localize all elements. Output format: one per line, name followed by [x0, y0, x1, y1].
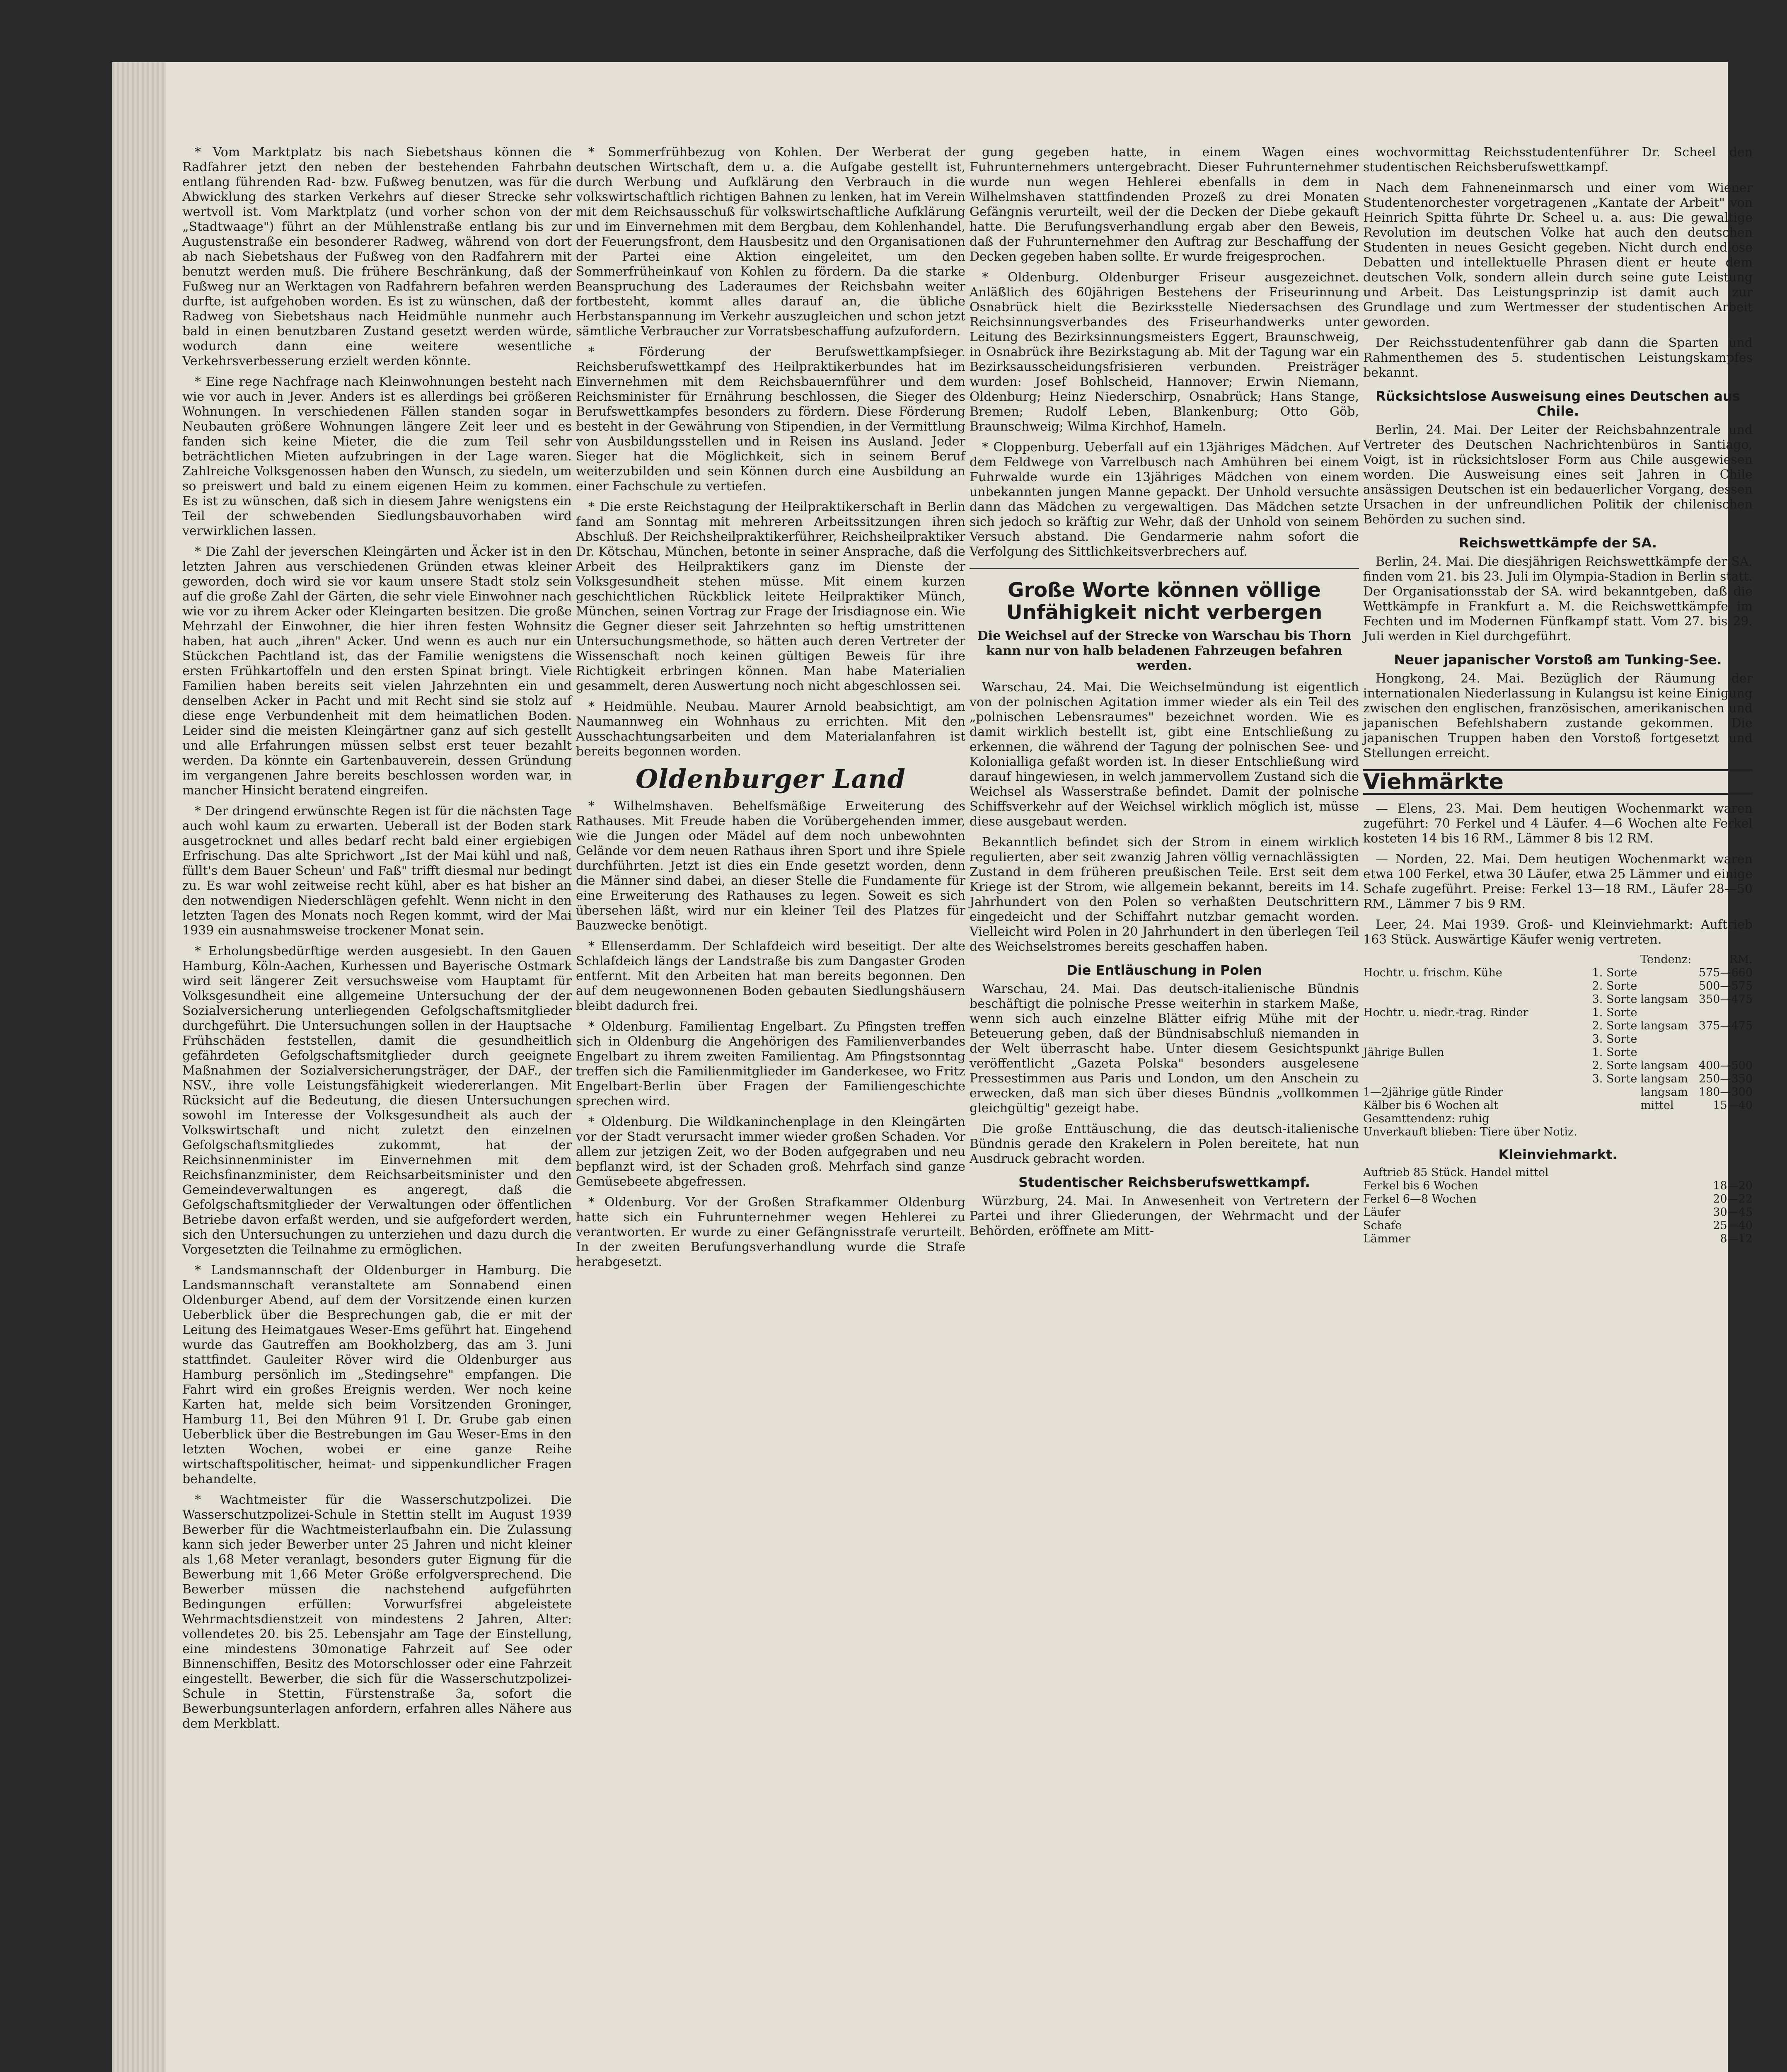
article-paragraph: Der Reichsstudentenführer gab dann die Sparten und Rahmenthemen des 5. studentischen Leistungskampfes bekannt.	[1363, 336, 1753, 380]
table-cell	[1363, 953, 1592, 966]
table-cell	[1640, 1046, 1695, 1059]
article-paragraph: * Die erste Reichstagung der Heilpraktikerschaft in Berlin fand am Sonntag mit mehreren Arbeitssitzungen ihren Abschluß. Der Reichsheilpraktikerführer, Reichsheilpraktiker Dr. Kötschau, München, betonte in seiner Ansprache, daß die Arbeit des Heilpraktikers ganz im Dienste der Volksgesundheit stehen müsse. Mit einem kurzen geschichtlichen Rückblick leitete Heilpraktiker Münch, München, seinen Vortrag zur Frage der Irisdiagnose ein. Wie die Gegner dieser seit Jahrzehnten so heftig umstrittenen Untersuchungsmethode, so hätten auch deren Vertreter der Wissenschaft noch keinen gültigen Beweis für ihre Richtigkeit erbringen können. Man habe Materialien gesammelt, deren Auswertung noch nicht abgeschlossen sei.	[576, 500, 965, 693]
table-cell: Ferkel 6—8 Wochen	[1363, 1193, 1477, 1205]
table-cell	[1592, 1086, 1640, 1099]
article-paragraph: Berlin, 24. Mai. Der Leiter der Reichsbahnzentrale und Vertreter des Deutschen Nachrichtenbüros in Santiago, Voigt, ist in rücksichtsloser Form aus Chile ausgewiesen worden. Die Ausweisung eines seit Jahren in Chile ansässigen Deutschen ist ein bedauerlicher Vorgang, dessen Ursachen in der unfreundlichen Politik der chilenischen Behörden zu suchen sind.	[1363, 423, 1753, 527]
article-paragraph: * Förderung der Berufswettkampfsieger. Reichsberufswettkampf des Heilpraktikerbundes hat im Einvernehmen mit dem Reichsbauernführer und dem Reichsminister für Ernährung beschlossen, die Sieger des Berufswettkampfes besonders zu fördern. Diese Förderung besteht in der Gewährung von Stipendien, in der Vermittlung von Ausbildungsstellen und in Reisen ins Ausland. Jeder Sieger hat die Möglichkeit, sich in seinem Beruf weiterzubilden und sein Können durch eine Ausbildung an einer Fachschule zu vertiefen.	[576, 345, 965, 494]
table-cell: Ferkel bis 6 Wochen	[1363, 1179, 1478, 1192]
table-cell	[1592, 953, 1640, 966]
column-4	[1363, 145, 1753, 2072]
article-paragraph: gung gegeben hatte, in einem Wagen eines Fuhrunternehmers untergebracht. Dieser Fuhrunternehmer wurde nun wegen Hehlerei ebenfalls in dem in Wilhelmshaven stattfindenden Prozeß zu drei Monaten Gefängnis verurteilt, weil der die Decken der Diebe gekauft hatte. Die Berufungsverhandlung ergab aber den Beweis, daß der Fuhrunternehmer den Auftrag zur Beschaffung der Decken gegeben haben sollte. Er wurde freigesprochen.	[970, 145, 1359, 264]
market-section-title: Viehmärkte	[1363, 769, 1753, 795]
table-cell: Gesamttendenz: ruhig	[1363, 1112, 1490, 1125]
article-paragraph: * Oldenburg. Vor der Großen Strafkammer Oldenburg hatte sich ein Fuhrunternehmer wegen Hehlerei zu verantworten. Er wurde zu einer Gefängnisstrafe verurteilt. In der zweiten Berufungsverhandlung wurde die Strafe herabgesetzt.	[576, 1195, 965, 1269]
table-cell	[1695, 1112, 1753, 1126]
table-row	[1363, 993, 1753, 1006]
table-cell: langsam	[1640, 1072, 1688, 1085]
column-1	[182, 145, 572, 2072]
table-row	[1363, 1206, 1753, 1219]
table-cell	[1363, 1059, 1592, 1072]
table-cell: 1—2jährige gütle Rinder	[1363, 1086, 1503, 1099]
newspaper-page	[112, 62, 1753, 2072]
table-row	[1363, 1232, 1753, 1246]
column-rule	[970, 568, 1359, 569]
table-cell: 15—40	[1713, 1099, 1753, 1112]
table-cell: Hochtr. u. niedr.-trag. Rinder	[1363, 1006, 1528, 1019]
table-cell: mittel	[1640, 1099, 1674, 1112]
article-headline: Große Worte können völlige Unfähigkeit nicht verbergen	[1006, 579, 1323, 624]
table-row	[1363, 966, 1753, 980]
table-cell: 3. Sorte	[1592, 993, 1637, 1006]
table-cell	[1640, 966, 1695, 980]
table-cell: 18—20	[1713, 1179, 1753, 1192]
table-row	[1363, 1112, 1753, 1126]
table-cell: 1. Sorte	[1592, 1046, 1637, 1059]
table-cell: 8—12	[1720, 1232, 1753, 1245]
article-paragraph: Die große Enttäuschung, die das deutsch-italienische Bündnis gerade den Krakelern in Polen bereitete, hat nun Ausdruck gebracht worden.	[970, 1122, 1359, 1166]
article-paragraph: * Oldenburg. Die Wildkaninchenplage in den Kleingärten vor der Stadt verursacht immer wieder großen Schaden. Vor allem zur jetzigen Zeit, wo der Boden aufgegraben und neu bepflanzt wird, ist der Schaden groß. Mehrfach sind ganze Gemüsebeete abgefressen.	[576, 1115, 965, 1189]
table-cell: 180—300	[1698, 1086, 1753, 1099]
article-paragraph: Nach dem Fahneneinmarsch und einer vom Wiener Studentenorchester vorgetragenen „Kantate der Arbeit" von Heinrich Spitta führte Dr. Scheel u. a. aus: Die gewaltige Revolution im deutschen Volke hat auch den deutschen Studenten in neues Gesicht gegeben. Nicht durch endlose Debatten und intellektuelle Phrasen dient er heute dem deutschen Volk, sondern allein durch seine gute Leistung und Arbeit. Das Leistungsprinzip ist damit auch zur Grundlage und zum Wertmesser der studentischen Arbeit geworden.	[1363, 181, 1753, 329]
table-row	[1363, 980, 1753, 993]
article-subheading: Die Weichsel auf der Strecke von Warschau bis Thorn kann nur von halb beladenen Fahrzeugen befahren werden.	[977, 629, 1352, 673]
table-cell	[1363, 993, 1592, 1006]
table-row	[1363, 1006, 1753, 1019]
table-cell: RM.	[1729, 953, 1753, 966]
price-table	[1363, 1166, 1753, 1246]
table-cell	[1640, 1126, 1695, 1139]
article-paragraph: Bekanntlich befindet sich der Strom in einem wirklich regulierten, aber seit zwanzig Jahren völlig vernachlässigten Zustand in dem früheren preußischen Teile. Erst seit dem Kriege ist der Strom, wie allgemein bekannt, bereits im 14. Jahrhundert von den Polen so verhaßten Deutschrittern eingedeicht und der Schiffahrt nutzbar gemacht worden. Vielleicht wird Polen in 20 Jahrhundert in den überlegen Teil des Weichselstromes bereits geschaffen haben.	[970, 835, 1359, 954]
table-cell: Unverkauft blieben: Tiere über Notiz.	[1363, 1126, 1577, 1138]
table-cell: Jährige Bullen	[1363, 1046, 1444, 1059]
article-paragraph: Leer, 24. Mai 1939. Groß- und Kleinviehmarkt: Auftrieb 163 Stück. Auswärtige Käufer wenig vertreten.	[1363, 917, 1753, 947]
table-cell: langsam	[1640, 993, 1688, 1006]
article-paragraph: Hongkong, 24. Mai. Bezüglich der Räumung der internationalen Niederlassung in Kulangsu ist keine Einigung zwischen den englischen, französischen, amerikanischen und japanischen Befehlshabern zustande gekommen. Die japanischen Truppen haben den Vorstoß fortgesetzt und Stellungen erreicht.	[1363, 671, 1753, 760]
article-paragraph: * Der dringend erwünschte Regen ist für die nächsten Tage auch wohl kaum zu erwarten. Ueberall ist der Boden stark ausgetrocknet und alles bedarf recht bald einer ergiebigen Erfrischung. Das alte Sprichwort „Ist der Mai kühl und naß, füllt's dem Bauer Scheun' und Faß" trifft diesmal nur bedingt zu. Es war wohl zeitweise recht kühl, aber es hat bisher an den notwendigen Niederschlägen gefehlt. Wenn nicht in den letzten Tagen des Monats noch Regen kommt, wird der Mai 1939 ein ausnahmsweise trockener Monat sein.	[182, 804, 572, 938]
table-row	[1363, 1086, 1753, 1099]
article-paragraph: Warschau, 24. Mai. Das deutsch-italienische Bündnis beschäftigt die polnische Presse weiterhin in starkem Maße, wenn sich auch einzelne Blätter eifrig Mühe mit der Beteuerung geben, daß der Bündnisabschluß niemanden in der Welt überrascht habe. Unter diesem Gesichtspunkt veröffentlicht „Gazeta Polska" besonders ausgelesene Pressestimmen aus Paris und London, um den Anschein zu erwecken, daß man sich über dieses Bündnis „vollkommen gleichgültig" gezeigt habe.	[970, 982, 1359, 1116]
table-cell: langsam	[1640, 1059, 1688, 1072]
table-cell: Schafe	[1363, 1219, 1402, 1232]
table-cell: 250—350	[1698, 1072, 1753, 1085]
table-cell	[1684, 1166, 1753, 1179]
article-heading: Studentischer Reichsberufswettkampf.	[1018, 1174, 1310, 1190]
table-cell: 30—45	[1713, 1206, 1753, 1219]
table-cell: 1. Sorte	[1592, 966, 1637, 979]
table-cell: Läufer	[1363, 1206, 1401, 1219]
section-title: Oldenburger Land	[636, 764, 906, 794]
article-paragraph: Berlin, 24. Mai. Die diesjährigen Reichswettkämpfe der SA. finden vom 21. bis 23. Juli im Olympia-Stadion in Berlin statt. Der Organisationsstab der SA. wird bekanntgeben, daß die Wettkämpfe in Frankfurt a. M. die Reichswettkämpfe im Fechten und im Modernen Fünfkampf statt. Vom 27. bis 29. Juli werden in Kiel durchgeführt.	[1363, 554, 1753, 644]
table-row	[1363, 1019, 1753, 1033]
table-row	[1363, 1219, 1753, 1232]
table-cell	[1695, 1046, 1753, 1059]
table-row	[1363, 1099, 1753, 1112]
table-row	[1363, 1193, 1753, 1206]
table-cell	[1592, 1112, 1640, 1126]
table-cell: 575—660	[1698, 966, 1753, 979]
table-row	[1363, 1072, 1753, 1086]
page-gutter	[112, 62, 166, 2072]
column-2	[576, 145, 965, 2072]
table-row	[1363, 1059, 1753, 1072]
article-paragraph: wochvormittag Reichsstudentenführer Dr. Scheel den studentischen Reichsberufswettkampf.	[1363, 145, 1753, 174]
table-cell: Lämmer	[1363, 1232, 1411, 1245]
article-paragraph: — Norden, 22. Mai. Dem heutigen Wochenmarkt waren etwa 100 Ferkel, etwa 30 Läufer, etwa 25 Lämmer und einige Schafe zugeführt. Preise: Ferkel 13—18 RM., Läufer 28—50 RM., Lämmer 7 bis 9 RM.	[1363, 852, 1753, 911]
article-heading: Neuer japanischer Vorstoß am Tunking-See.	[1394, 652, 1722, 668]
table-cell: 3. Sorte	[1592, 1072, 1637, 1085]
column-3	[970, 145, 1359, 2072]
article-paragraph: Warschau, 24. Mai. Die Weichselmündung ist eigentlich von der polnischen Agitation immer wieder als ein Teil des „polnischen Lebensraumes" bezeichnet worden. Wie es damit wirklich bestellt ist, gibt eine Entschließung zu erkennen, die während der Tagung der polnischen See- und Kolonialliga gefaßt worden ist. In dieser Entschließung wird darauf hingewiesen, in welch jammervollem Zustand sich die Weichsel als Wasserstraße befindet. Damit der polnische Schiffsverkehr auf der Weichsel wirklich möglich ist, müsse diese ausgebaut werden.	[970, 680, 1359, 829]
article-heading: Kleinviehmarkt.	[1498, 1147, 1618, 1162]
table-cell	[1363, 1019, 1592, 1033]
table-cell	[1695, 1033, 1753, 1046]
table-cell: langsam	[1640, 1086, 1688, 1099]
table-cell: 20—22	[1713, 1193, 1753, 1205]
table-cell: 2. Sorte	[1592, 1059, 1637, 1072]
table-cell: Kälber bis 6 Wochen alt	[1363, 1099, 1498, 1112]
article-heading: Rücksichtslose Ausweisung eines Deutschen aus Chile.	[1376, 388, 1740, 419]
table-row	[1363, 1046, 1753, 1059]
article-paragraph: * Die Zahl der jeverschen Kleingärten und Äcker ist in den letzten Jahren aus verschiedenen Gründen etwas kleiner geworden, doch wird sie vor kaum unsere Stadt stolz sein auf die große Zahl der Gärten, die sehr viele Einwohner nach wie vor zu ihrem Acker oder Kleingarten besitzen. Die große Mehrzahl der Einwohner, die hier ihren festen Wohnsitz haben, hat auch „ihren" Acker. Und wenn es auch nur ein Stückchen Pachtland ist, das der Familie wenigstens die ersten Frühkartoffeln und den ersten Spinat bringt. Viele Familien haben bereits seit vielen Jahrzehnten ein und denselben Acker in Pacht und mit Recht sind sie stolz auf diese enge Verbundenheit mit dem heimatlichen Boden. Leider sind die meisten Kleingärtner ganz auf sich gestellt und alle Erfahrungen müssen selbst erst teuer bezahlt werden. Da könnte ein Gartenbauverein, dessen Gründung im vergangenen Jahre bereits beschlossen worden war, in mancher Hinsicht beratend eingreifen.	[182, 545, 572, 798]
table-cell	[1640, 1033, 1695, 1046]
table-cell: Tendenz:	[1640, 953, 1692, 966]
article-heading: Reichswettkämpfe der SA.	[1459, 535, 1657, 551]
table-cell: 350—475	[1698, 993, 1753, 1006]
table-cell: langsam	[1640, 1019, 1688, 1032]
article-paragraph: * Oldenburg. Familientag Engelbart. Zu Pfingsten treffen sich in Oldenburg die Angehörigen des Familienverbandes Engelbart zu ihrem zweiten Familientag. Am Pfingstsonntag treffen sich die Familienmitglieder im Ganderkesee, wo Fritz Engelbart-Berlin über Fragen der Familiengeschichte sprechen wird.	[576, 1019, 965, 1109]
table-cell	[1640, 980, 1695, 993]
table-cell: 500—575	[1698, 980, 1753, 992]
article-heading: Die Entläuschung in Polen	[1066, 962, 1262, 978]
table-cell	[1592, 1126, 1640, 1139]
article-paragraph: * Sommerfrühbezug von Kohlen. Der Werberat der deutschen Wirtschaft, dem u. a. die Aufgabe gestellt ist, durch Werbung und Aufklärung den Verbrauch in die volkswirtschaftlich richtigen Bahnen zu lenken, hat im Verein mit dem Reichsausschuß für volkswirtschaftliche Aufklärung und im Einvernehmen mit dem Bergbau, dem Kohlenhandel, der Feuerungsfront, dem Hausbesitz und den Organisationen der Partei eine Aktion eingeleitet, um den Sommerfrüheinkauf von Kohlen zu fördern. Da die starke Beanspruchung des Laderaumes der Reichsbahn weiter fortbesteht, kommt alles darauf an, die übliche Herbstanspannung im Verkehr auszugleichen und schon jetzt sämtliche Verbraucher zur Vorratsbeschaffung aufzufordern.	[576, 145, 965, 339]
table-cell: 25—40	[1713, 1219, 1753, 1232]
article-paragraph: * Landsmannschaft der Oldenburger in Hamburg. Die Landsmannschaft veranstaltete am Sonnabend einen Oldenburger Abend, auf dem der Vorsitzende einen kurzen Ueberblick über die Besprechungen gab, die er mit der Leitung des Heimatgaues Weser-Ems geführt hat. Eingehend wurde das Gautreffen am Bookholzberg, das am 3. Juni stattfindet. Gauleiter Röver wird die Oldenburger aus Hamburg persönlich im „Stedingsehre" empfangen. Die Fahrt wird ein großes Ereignis werden. Wer noch keine Karten hat, melde sich beim Vorsitzenden Groninger, Hamburg 11, Bei den Mühren 91 I. Dr. Grube gab einen Ueberblick über die Bestrebungen im Gau Weser-Ems in den letzten Wochen, wobei er eine ganze Reihe wirtschaftspolitischer, heimat- und sippenkundlicher Fragen behandelte.	[182, 1263, 572, 1486]
article-paragraph: * Eine rege Nachfrage nach Kleinwohnungen besteht nach wie vor auch in Jever. Anders ist es allerdings bei größeren Wohnungen. In verschiedenen Fällen standen sogar in Neubauten größere Wohnungen längere Zeit leer und es fanden sich keine Mieter, die die zum Teil sehr beträchtlichen Mieten aufzubringen in der Lage waren. Zahlreiche Volksgenossen haben den Wunsch, zu siedeln, um so preiswert und bald zu einem eigenen Heim zu kommen. Es ist zu wünschen, daß sich in diesem Jahre wenigstens ein Teil der schwebenden Siedlungsbauvorhaben wird verwirklichen lassen.	[182, 375, 572, 538]
table-row	[1363, 1166, 1753, 1179]
table-cell	[1363, 980, 1592, 993]
article-paragraph: — Elens, 23. Mai. Dem heutigen Wochenmarkt waren zugeführt: 70 Ferkel und 4 Läufer. 4—6 Wochen alte Ferkel kosteten 14 bis 16 RM., Lämmer 8 bis 12 RM.	[1363, 801, 1753, 846]
table-cell	[1592, 1099, 1640, 1112]
table-row	[1363, 1179, 1753, 1193]
article-paragraph: * Cloppenburg. Ueberfall auf ein 13jähriges Mädchen. Auf dem Feldwege von Varrelbusch nach Amhühren bei einem Fuhrwalde wurde ein 13jähriges Mädchen von einem unbekannten jungen Manne gepackt. Der Unhold versuchte dann das Mädchen zu vergewaltigen. Das Mädchen setzte sich jedoch so kräftig zur Wehr, daß der Unhold von seinem Versuch abstand. Die Gendarmerie nahm sofort die Verfolgung des Sittlichkeitsverbrechers auf.	[970, 440, 1359, 559]
table-cell: 2. Sorte	[1592, 1019, 1637, 1032]
article-paragraph: * Ellenserdamm. Der Schlafdeich wird beseitigt. Der alte Schlafdeich längs der Landstraße bis zum Dangaster Groden entfernt. Mit den Arbeiten hat man bereits begonnen. Den auf dem neugewonnenen Boden gebauten Siedlungshäusern bleibt dadurch frei.	[576, 939, 965, 1013]
article-paragraph: Würzburg, 24. Mai. In Anwesenheit von Vertretern der Partei und ihrer Gliederungen, der Wehrmacht und der Behörden, eröffnete am Mitt-	[970, 1194, 1359, 1238]
article-paragraph: * Wilhelmshaven. Behelfsmäßige Erweiterung des Rathauses. Mit Freude haben die Vorübergehenden immer, wie die Jungen oder Mädel auf dem noch unbewohnten Gelände vor dem neuen Rathaus ihren Sport und ihre Spiele durchführten. Jetzt ist dies ein Ende gesetzt worden, denn die Männer sind dabei, an dieser Stelle die Fundamente für eine Erweiterung des Rathauses zu legen. Soweit es sich übersehen läßt, wird nur ein kleiner Teil des Platzes für Bauzwecke benötigt.	[576, 799, 965, 933]
article-paragraph: * Erholungsbedürftige werden ausgesiebt. In den Gauen Hamburg, Köln-Aachen, Kurhessen und Bayerische Ostmark wird seit längerer Zeit versuchsweise vom Hauptamt für Volksgesundheit eine allgemeine Untersuchung der der Sozialversicherung unterliegenden Gefolgschaftsmitglieder durchgeführt. Die Untersuchungen sollen in der Hauptsache Frühschäden feststellen, damit die gesundheitlich gefährdeten Gefolgschaftsmitglieder durch geeignete Maßnahmen der Sozialversicherungsträger, der DAF., der NSV., ihre volle Leistungsfähigkeit wiedererlangen. Mit Rücksicht auf die Bedeutung, die diesen Untersuchungen sowohl im Interesse der Volksgesundheit als auch der Volkswirtschaft und nicht zuletzt den einzelnen Gefolgschaftsmitgliedes zukommt, hat der Reichsinnenminister im Einvernehmen mit dem Reichsfinanzminister, dem Reichsarbeitsminister und den Gemeindeverwaltungen es angeregt, daß die Gefolgschaftsmitglieder der Verwaltungen oder öffentlichen Betriebe davon erfaßt werden, und sie aufgefordert werden, sich den Untersuchungen zu unterziehen und dazu durch die Vorgesetzten die Teilnahme zu ermöglichen.	[182, 944, 572, 1257]
table-cell: 2. Sorte	[1592, 980, 1637, 992]
table-cell: Auftrieb 85 Stück. Handel mittel	[1363, 1166, 1549, 1179]
table-cell	[1640, 1006, 1695, 1019]
table-cell	[1695, 1126, 1753, 1139]
table-row	[1363, 1033, 1753, 1046]
table-cell	[1363, 1072, 1592, 1086]
table-row	[1363, 953, 1753, 966]
table-cell	[1640, 1112, 1695, 1126]
article-paragraph: * Heidmühle. Neubau. Maurer Arnold beabsichtigt, am Naumannweg ein Wohnhaus zu errichten. Mit den Ausschachtungsarbeiten und dem Materialanfahren ist bereits begonnen worden.	[576, 700, 965, 759]
price-table	[1363, 953, 1753, 1139]
table-cell: 375—475	[1698, 1019, 1753, 1032]
article-paragraph: * Wachtmeister für die Wasserschutzpolizei. Die Wasserschutzpolizei-Schule in Stettin stellt im August 1939 Bewerber für die Wachtmeisterlaufbahn ein. Die Zulassung kann sich jeder Bewerber unter 25 Jahren und nicht kleiner als 1,68 Meter veranlagt, besonders guter Eignung für die Bewerbung mit 1,66 Meter Größe erfolgversprechend. Die Bewerber müssen die nachstehend aufgeführten Bedingungen erfüllen: Vorwurfsfrei abgeleistete Wehrmachtsdienstzeit von mindestens 2 Jahren, Alter: vollendetes 20. bis 25. Lebensjahr am Tage der Einstellung, eine mindestens 30monatige Fahrzeit auf See oder Binnenschiffen, Besitz des Motorschlosser oder eine Fahrzeit eingestellt. Bewerber, die sich für die Wasserschutzpolizei-Schule in Stettin, Fürstenstraße 3a, sofort die Bewerbungsunterlagen anfordern, erfahren alles Nähere aus dem Merkblatt.	[182, 1493, 572, 1731]
table-cell	[1363, 1033, 1592, 1046]
table-cell: 400—500	[1698, 1059, 1753, 1072]
table-cell: Hochtr. u. frischm. Kühe	[1363, 966, 1502, 979]
table-cell	[1695, 1006, 1753, 1019]
article-paragraph: * Vom Marktplatz bis nach Siebetshaus können die Radfahrer jetzt den neben der bestehenden Fahrbahn entlang führenden Rad- bzw. Fußweg benutzen, was für die Abwicklung des starken Verkehrs auf dieser Strecke sehr wertvoll ist. Vom Marktplatz (und vorher schon von der „Stadtwaage") führt an der Mühlenstraße entlang bis zur Augustenstraße ein besonderer Radweg, während von dort ab nach Siebetshaus der Fußweg von den Radfahrern mit benutzt werden muß. Die frühere Beschränkung, daß der Fußweg nur an Werktagen von Radfahrern befahren werden durfte, ist aufgehoben worden. Es ist zu wünschen, daß der Radweg von Siebetshaus nach Heidmühle nunmehr auch bald in einen benutzbaren Zustand gesetzt werden würde, wodurch dann eine weitere wesentliche Verkehrsverbesserung erzielt werden könnte.	[182, 145, 572, 368]
table-cell: 1. Sorte	[1592, 1006, 1637, 1019]
table-row	[1363, 1126, 1753, 1139]
table-cell: 3. Sorte	[1592, 1033, 1637, 1046]
article-paragraph: * Oldenburg. Oldenburger Friseur ausgezeichnet. Anläßlich des 60jährigen Bestehens der Friseurinnung Osnabrück hielt die Bezirksstelle Niedersachsen des Reichsinnungsverbandes des Friseurhandwerks unter Leitung des Bezirksinnungsmeisters Eggert, Braunschweig, in Osnabrück ihre Bezirkstagung ab. Mit der Tagung war ein Bezirksausscheidungsfrisieren verbunden. Preisträger wurden: Josef Bohlscheid, Hannover; Erwin Niemann, Oldenburg; Heinz Niederschirp, Osnabrück; Hans Stange, Bremen; Rudolf Leben, Blankenburg; Otto Göb, Braunschweig; Wilma Kirchhof, Hameln.	[970, 270, 1359, 434]
